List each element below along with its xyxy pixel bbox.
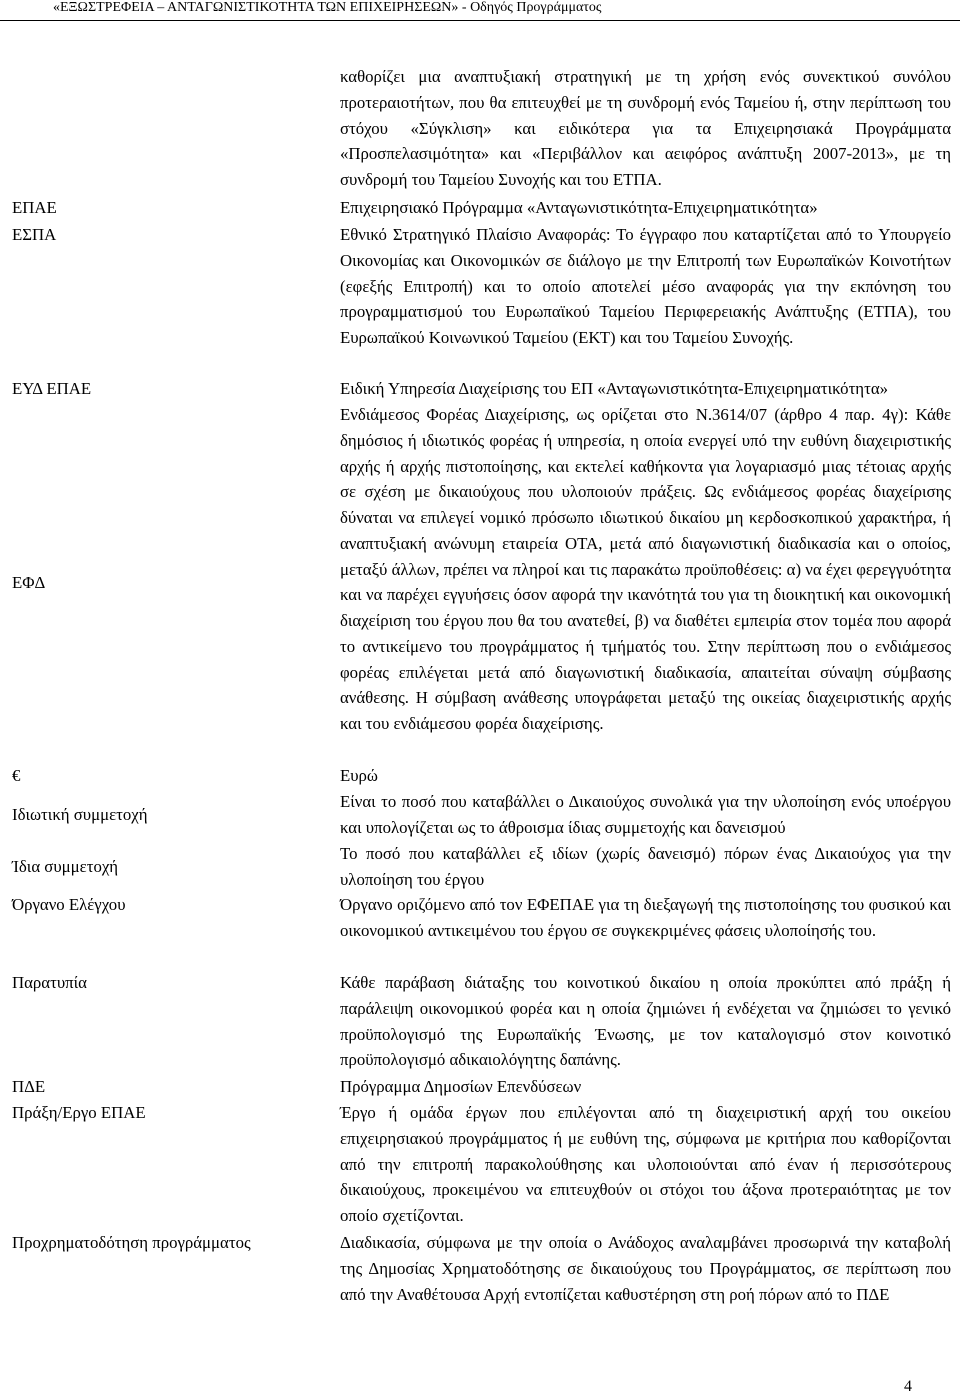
- glossary-definition: Έργο ή ομάδα έργων που επιλέγονται από τη διαχειριστική αρχή του οικείου επιχειρησιακού προγράμματος ή με ευθύνη της, σύμφωνα με κριτήρια που καθορίζονται από την επιτροπή παρακολούθησης και υλοποιούνται από έναν ή περισσότερους δικαιούχους, προκειμένου να επιτευχθούν οι στόχοι του άξονα προτεραιότητας με τον οποίο σχετίζονται.: [340, 1103, 951, 1225]
- glossary-definition: Πρόγραμμα Δημοσίων Επενδύσεων: [340, 1077, 582, 1096]
- page-number: 4: [904, 1378, 912, 1395]
- glossary-term: Πράξη/Εργο ΕΠΑΕ: [12, 1103, 146, 1122]
- glossary-term: Παρατυπία: [12, 973, 87, 992]
- document-title: «ΕΞΩΣΤΡΕΦΕΙΑ – ΑΝΤΑΓΩΝΙΣΤΙΚΟΤΗΤΑ ΤΩΝ ΕΠΙΧΕΙΡΗΣΕΩΝ» - Οδηγός Προγράμματος: [53, 0, 602, 15]
- glossary-term: ΕΦΔ: [12, 573, 46, 592]
- glossary-term: Όργανο Ελέγχου: [12, 895, 126, 914]
- glossary-term: ΕΠΑΕ: [12, 198, 57, 217]
- glossary-term: ΠΔΕ: [12, 1077, 46, 1096]
- glossary-term: Ίδια συμμετοχή: [12, 857, 119, 876]
- header-divider: [0, 20, 960, 21]
- page-header: [0, 0, 960, 22]
- glossary-definition: Ειδική Υπηρεσία Διαχείρισης του ΕΠ «Ανταγωνιστικότητα-Επιχειρηματικότητα»: [340, 379, 889, 398]
- glossary-definition: Κάθε παράβαση διάταξης του κοινοτικού δικαίου η οποία προκύπτει από πράξη ή παράλειψη οικονομικού φορέα και η οποία ζημιώνει ή ενδέχεται να ζημιώσει το γενικό προϋπολογισμό της Ευρωπαϊκής Ένωσης, με τον καταλογισμό στον κοινοτικό προϋπολογισμό αδικαιολόγητης δαπάνης.: [340, 973, 951, 1070]
- glossary-term: €: [12, 766, 21, 785]
- glossary-term: ΕΣΠΑ: [12, 225, 57, 244]
- glossary-term: Προχρηματοδότηση προγράμματος: [12, 1233, 251, 1252]
- glossary-definition: Ευρώ: [340, 766, 378, 785]
- glossary-definition: καθορίζει μια αναπτυξιακή στρατηγική με τη χρήση ενός συνεκτικού συνόλου προτεραιοτήτων, που θα επιτευχθεί με τη συνδρομή ενός Ταμείου ή, στην περίπτωση του στόχου «Σύγκλιση» και ειδικότερα για τα Επιχειρησιακά Προγράμματα «Προσπελασιμότητα» και «Περιβάλλον και αειφόρος ανάπτυξη 2007-2013», με τη συνδρομή του Ταμείου Συνοχής και του ΕΤΠΑ.: [340, 67, 951, 189]
- glossary-definition: Το ποσό που καταβάλλει εξ ιδίων (χωρίς δανεισμό) πόρων ένας Δικαιούχος για την υλοποίηση του έργου: [340, 844, 951, 889]
- glossary-term: ΕΥΔ ΕΠΑΕ: [12, 379, 92, 398]
- glossary-definition: Όργανο οριζόμενο από τον ΕΦΕΠΑΕ για τη διεξαγωγή της πιστοποίησης του φυσικού και οικονομικού αντικειμένου του έργου σε συγκεκριμένες φάσεις υλοποίησής του.: [340, 895, 951, 940]
- glossary-definition: Διαδικασία, σύμφωνα με την οποία ο Ανάδοχος αναλαμβάνει προσωρινά την καταβολή της Δημοσίας Χρηματοδότησης σε δικαιούχους του Προγράμματος, σε περίπτωση που από την Αναθέτουσα Αρχή εντοπίζεται καθυστέρηση στη ροή πόρων από το ΠΔΕ: [340, 1233, 951, 1304]
- glossary-term: Ιδιωτική συμμετοχή: [12, 805, 148, 824]
- glossary-definition: Είναι το ποσό που καταβάλλει ο Δικαιούχος συνολικά για την υλοποίηση ενός υποέργου και υπολογίζεται ως το άθροισμα ίδιας συμμετοχής και δανεισμού: [340, 792, 951, 837]
- glossary-definition: Επιχειρησιακό Πρόγραμμα «Ανταγωνιστικότητα-Επιχειρηματικότητα»: [340, 198, 818, 217]
- glossary-definition: Εθνικό Στρατηγικό Πλαίσιο Αναφοράς: Το έγγραφο που καταρτίζεται από το Υπουργείο Οικονομίας και Οικονομικών σε διάλογο με την Επιτροπή των Ευρωπαϊκών Κοινοτήτων (εφεξής Επιτροπή) και το οποίο αποτελεί μέσο αναφοράς για την εκπόνηση του προγραμματισμού του Ευρωπαϊκού Ταμείου Περιφερειακής Ανάπτυξης (ΕΤΠΑ), του Ευρωπαϊκού Κοινωνικού Ταμείου (ΕΚΤ) και του Ταμείου Συνοχής.: [340, 225, 951, 347]
- glossary-definition: Ενδιάμεσος Φορέας Διαχείρισης, ως ορίζεται στο Ν.3614/07 (άρθρο 4 παρ. 4γ): Κάθε δημόσιος ή ιδιωτικός φορέας ή υπηρεσία, η οποία ενεργεί υπό την ευθύνη διαχειριστικής αρχής ή αρχής πιστοποίησης, και εκτελεί καθήκοντα για λογαριασμό μιας τέτοιας αρχής σε σχέση με δικαιούχους που υλοποιούν πράξεις. Ως ενδιάμεσος φορέας διαχείρισης δύναται να επιλεγεί νομικό πρόσωπο ιδιωτικού δικαίου μη κερδοσκοπικού χαρακτήρα, ή αναπτυξιακή ανώνυμη εταιρεία ΟΤΑ, μετά από διαγωνιστική διαδικασία και ο οποίος, μεταξύ άλλων, πρέπει να πληροί και τις παρακάτω προϋποθέσεις: α) να έχει φερεγγυότητα και να παρέχει εγγυήσεις όσον αφορά την ικανότητά του για τη διοικητική και οικονομική διαχείριση του έργου που θα του ανατεθεί, β) να διαθέτει εμπειρία στον τομέα που αφορά το αντικείμενο του προγράμματος ή τμήματός του. Στην περίπτωση που ο ενδιάμεσος φορέας επιλέγεται μετά από διαγωνιστική διαδικασία, απαιτείται σύναψη σύμβασης ανάθεσης. Η σύμβαση ανάθεσης υπογράφεται μεταξύ της οικείας διαχειριστικής αρχής και του ενδιάμεσου φορέα διαχείρισης.: [340, 405, 951, 733]
